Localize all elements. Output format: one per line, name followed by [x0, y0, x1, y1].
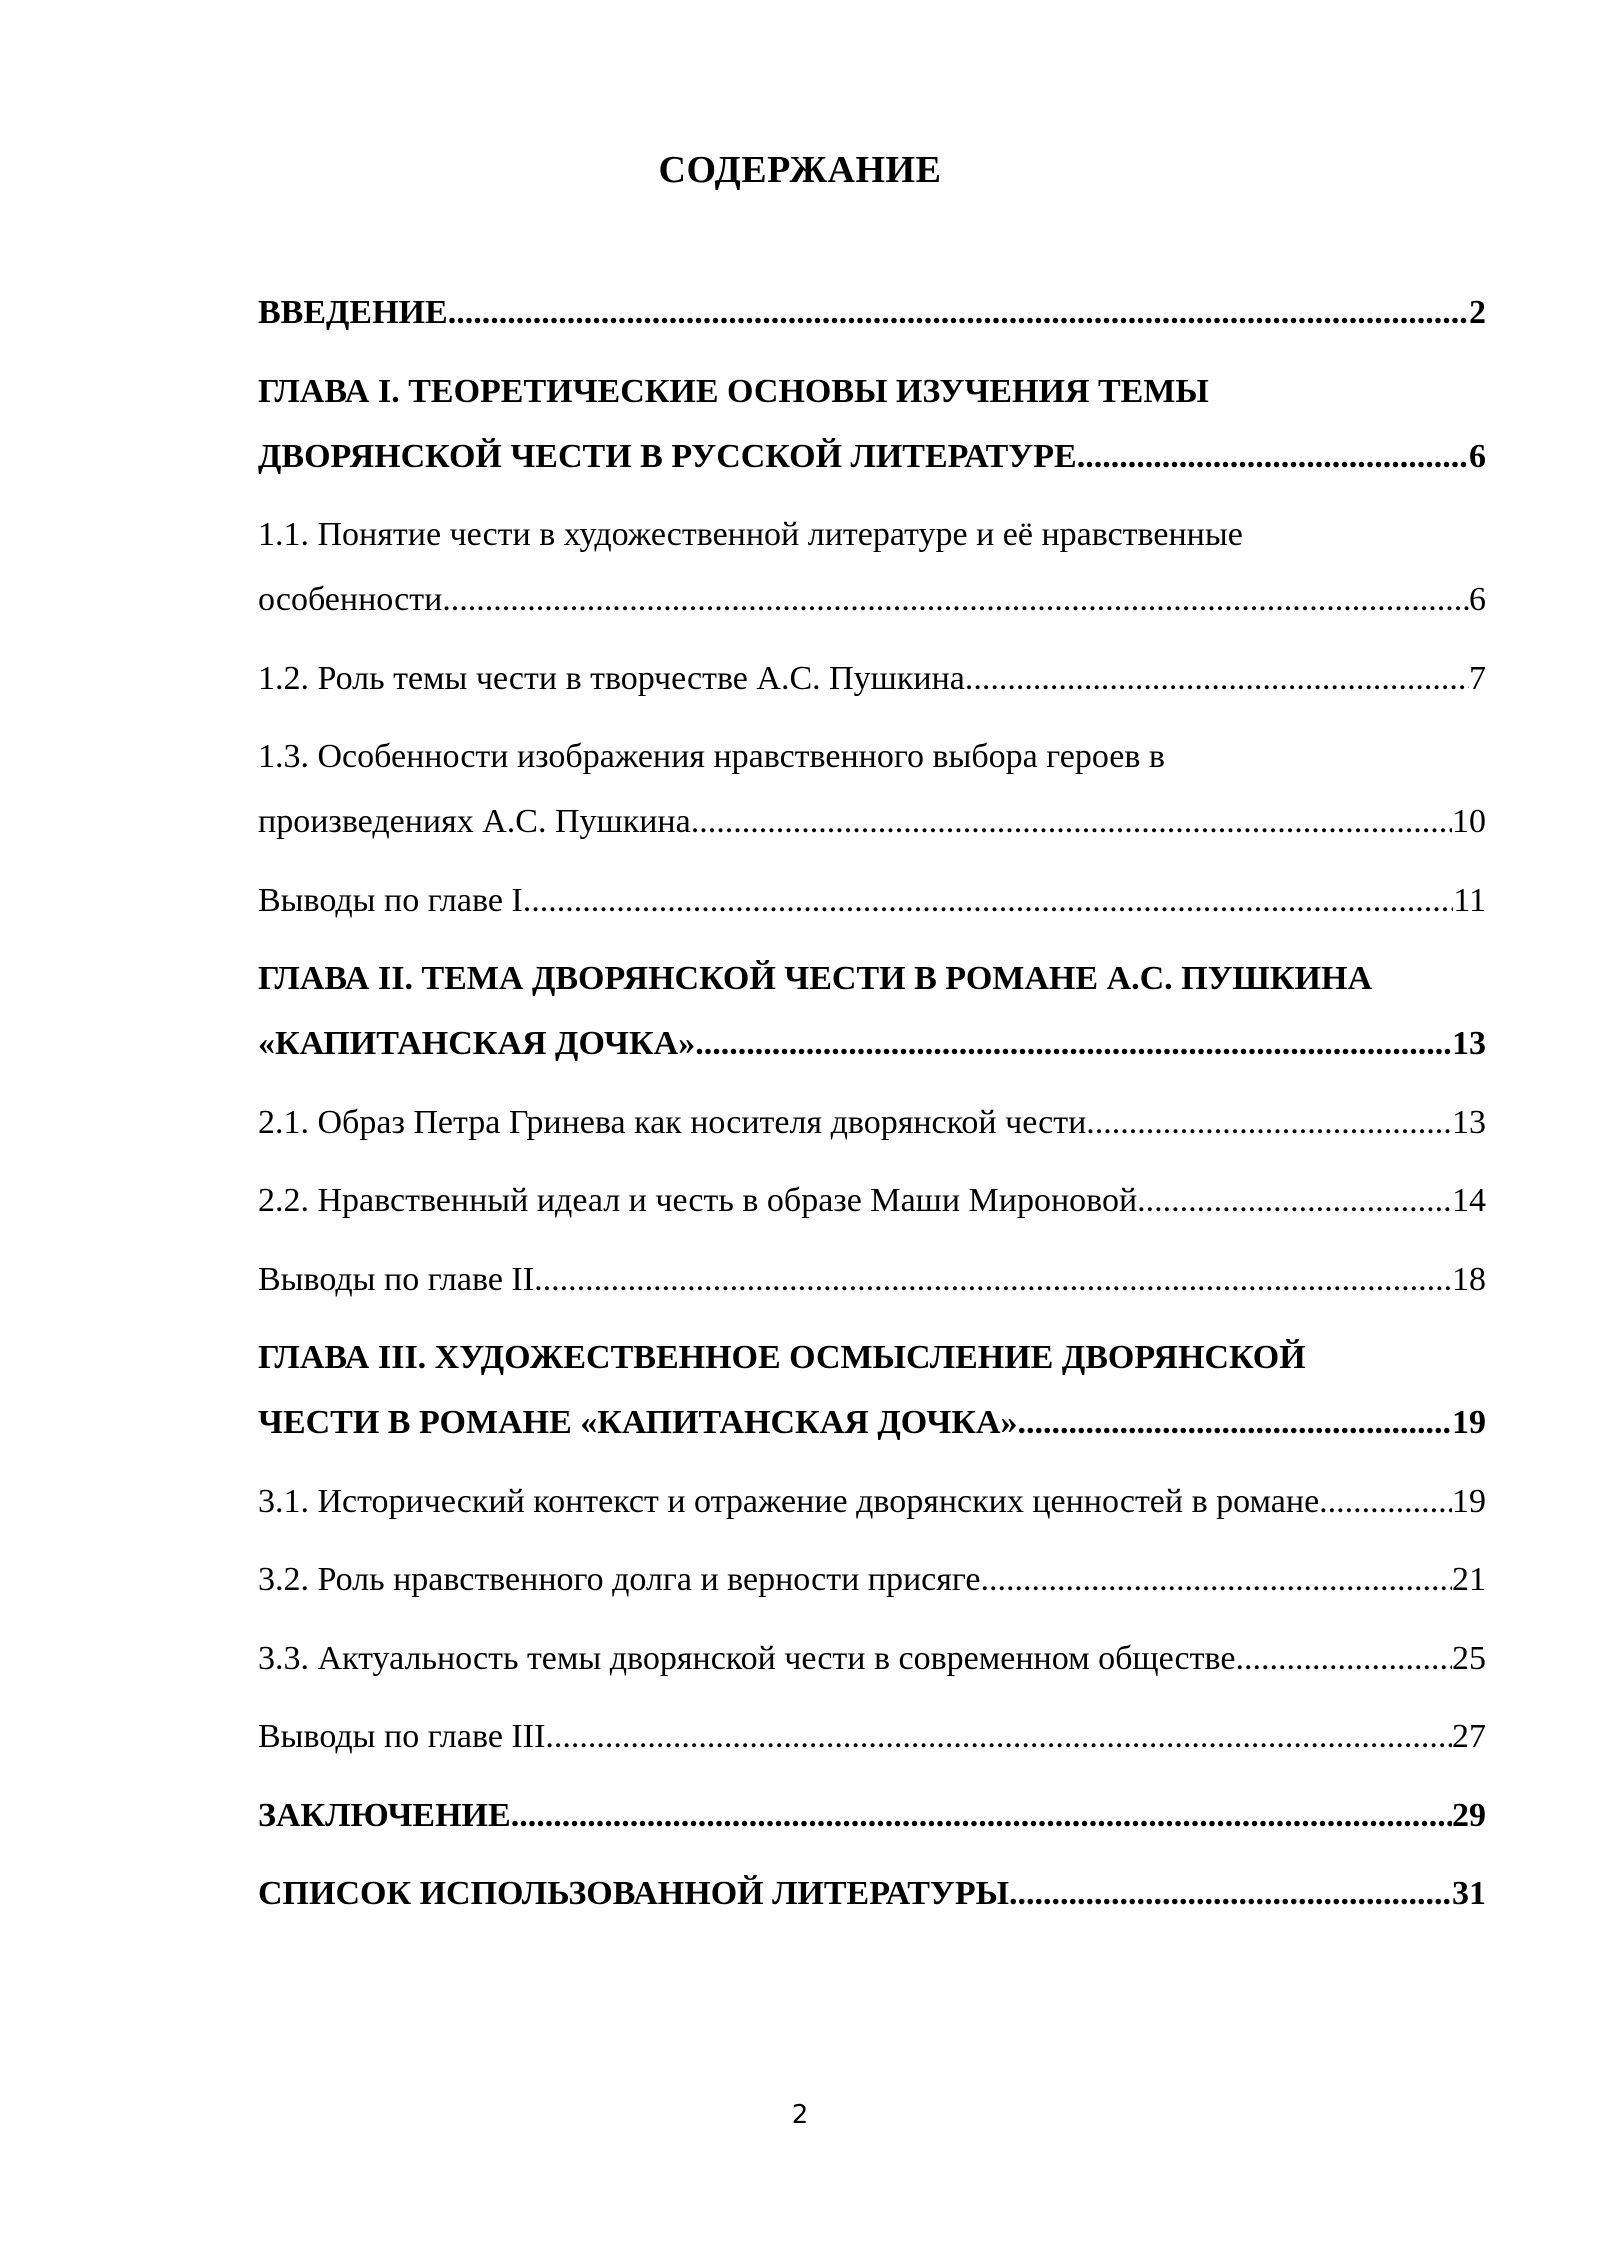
toc-entry[interactable] — [258, 1704, 1486, 1769]
toc-entry-last-line — [258, 424, 1486, 489]
toc-entry[interactable] — [258, 1783, 1486, 1848]
toc-entry[interactable] — [258, 1247, 1486, 1312]
toc-entry-line: ГЛАВА II. ТЕМА ДВОРЯНСКОЙ ЧЕСТИ В РОМАНЕ А.С. ПУШКИНА — [258, 960, 1372, 997]
toc-entry-line: 1.1. Понятие чести в художественной литературе и её нравственные — [258, 516, 1243, 553]
toc-entry-text: ЗАКЛЮЧЕНИЕ — [258, 1796, 511, 1834]
dot-leader — [545, 1704, 1452, 1769]
toc-entry-page: 21 — [1452, 1561, 1486, 1598]
dot-leader — [1077, 424, 1469, 489]
toc-entry-last-line — [258, 1626, 1486, 1691]
toc-entry-text: ДВОРЯНСКОЙ ЧЕСТИ В РУССКОЙ ЛИТЕРАТУРЕ — [258, 437, 1077, 475]
dot-leader — [1009, 1861, 1452, 1926]
toc-entry[interactable] — [258, 724, 1486, 854]
toc-entry-text: 3.3. Актуальность темы дворянской чести в современном обществе — [258, 1639, 1236, 1677]
toc-entry-text: 1.2. Роль темы чести в творчестве А.С. Пушкина — [258, 659, 965, 697]
toc-entry-page: 18 — [1452, 1260, 1486, 1298]
dot-leader — [1137, 1168, 1452, 1233]
toc-entry-last-line — [258, 1168, 1486, 1233]
toc-entry[interactable] — [258, 502, 1486, 632]
toc-entry-text: Выводы по главе II — [258, 1260, 535, 1298]
toc-entry-last-line — [258, 567, 1486, 632]
toc-entry-text: Выводы по главе III — [258, 1718, 546, 1755]
toc-entry-last-line — [258, 1390, 1486, 1455]
toc-entry-page: 13 — [1452, 1103, 1486, 1141]
toc-entry[interactable] — [258, 1626, 1486, 1691]
toc-entry-page: 6 — [1469, 437, 1486, 475]
dot-leader — [691, 789, 1452, 854]
toc-entry-last-line — [258, 280, 1486, 345]
toc-entry-last-line — [258, 1011, 1486, 1076]
toc-entry-last-line — [258, 789, 1486, 854]
toc-entry-page: 10 — [1452, 803, 1486, 840]
toc-entry-text: 3.2. Роль нравственного долга и верности присяге — [258, 1561, 981, 1598]
toc-entry-last-line — [258, 1090, 1486, 1155]
toc-entry-page: 6 — [1469, 581, 1486, 618]
toc-entry-page: 2 — [1469, 294, 1486, 331]
toc-entry-text: ВВЕДЕНИЕ — [258, 294, 448, 331]
toc-entry-page: 19 — [1452, 1482, 1486, 1520]
toc-entry-page: 27 — [1452, 1718, 1486, 1755]
toc-entry[interactable] — [258, 1168, 1486, 1233]
toc-entry[interactable] — [258, 359, 1486, 489]
toc-entry[interactable] — [258, 1325, 1486, 1455]
dot-leader — [448, 280, 1469, 345]
dot-leader — [981, 1547, 1453, 1612]
dot-leader — [523, 868, 1454, 933]
table-of-contents — [258, 280, 1486, 1940]
toc-entry[interactable] — [258, 646, 1486, 711]
toc-entry[interactable] — [258, 1547, 1486, 1612]
toc-entry[interactable] — [258, 280, 1486, 345]
toc-entry[interactable] — [258, 946, 1486, 1076]
toc-entry-last-line — [258, 1861, 1486, 1926]
dot-leader — [695, 1011, 1452, 1076]
toc-entry-last-line — [258, 1704, 1486, 1769]
dot-leader — [1235, 1626, 1452, 1691]
toc-entry-line: ГЛАВА I. ТЕОРЕТИЧЕСКИЕ ОСНОВЫ ИЗУЧЕНИЯ ТЕМЫ — [258, 372, 1209, 410]
toc-entry-text: ЧЕСТИ В РОМАНЕ «КАПИТАНСКАЯ ДОЧКА» — [258, 1404, 1018, 1441]
toc-entry-last-line — [258, 1469, 1486, 1534]
toc-entry-page: 25 — [1452, 1639, 1486, 1677]
toc-entry-text: Выводы по главе I — [258, 881, 523, 919]
toc-entry-text: 2.1. Образ Петра Гринева как носителя дворянской чести — [258, 1103, 1087, 1141]
toc-entry[interactable] — [258, 1469, 1486, 1534]
page-title: СОДЕРЖАНИЕ — [658, 149, 942, 191]
toc-entry[interactable] — [258, 1090, 1486, 1155]
dot-leader — [1086, 1090, 1452, 1155]
toc-entry-last-line — [258, 868, 1486, 933]
dot-leader — [534, 1247, 1452, 1312]
toc-entry-text: «КАПИТАНСКАЯ ДОЧКА» — [258, 1025, 696, 1062]
toc-entry-page: 19 — [1452, 1404, 1486, 1441]
toc-entry-last-line — [258, 1783, 1486, 1848]
toc-entry-page: 11 — [1453, 881, 1486, 919]
toc-entry-line: ГЛАВА III. ХУДОЖЕСТВЕННОЕ ОСМЫСЛЕНИЕ ДВОРЯНСКОЙ — [258, 1339, 1306, 1376]
dot-leader — [442, 567, 1469, 632]
toc-entry-text: особенности — [258, 581, 443, 618]
toc-entry-text: 3.1. Исторический контекст и отражение дворянских ценностей в романе. — [258, 1482, 1328, 1520]
toc-entry-page: 7 — [1469, 659, 1486, 697]
toc-entry-page: 29 — [1452, 1796, 1486, 1834]
toc-entry-text: 2.2. Нравственный идеал и честь в образе Маши Мироновой — [258, 1182, 1138, 1219]
dot-leader — [511, 1783, 1452, 1848]
toc-entry-last-line — [258, 1547, 1486, 1612]
toc-entry-line: 1.3. Особенности изображения нравственного выбора героев в — [258, 738, 1165, 775]
dot-leader — [1017, 1390, 1452, 1455]
toc-entry-page: 13 — [1452, 1025, 1486, 1062]
toc-entry-text: СПИСОК ИСПОЛЬЗОВАННОЙ ЛИТЕРАТУРЫ — [258, 1875, 1009, 1912]
dot-leader — [1328, 1469, 1452, 1534]
toc-entry-last-line — [258, 1247, 1486, 1312]
toc-entry-page: 14 — [1452, 1182, 1486, 1219]
dot-leader — [965, 646, 1469, 711]
toc-entry-text: произведениях А.С. Пушкина — [258, 803, 691, 840]
toc-entry-page: 31 — [1452, 1875, 1486, 1912]
page-number: 2 — [791, 2100, 809, 2130]
toc-entry[interactable] — [258, 1861, 1486, 1926]
toc-entry-last-line — [258, 646, 1486, 711]
toc-entry[interactable] — [258, 868, 1486, 933]
